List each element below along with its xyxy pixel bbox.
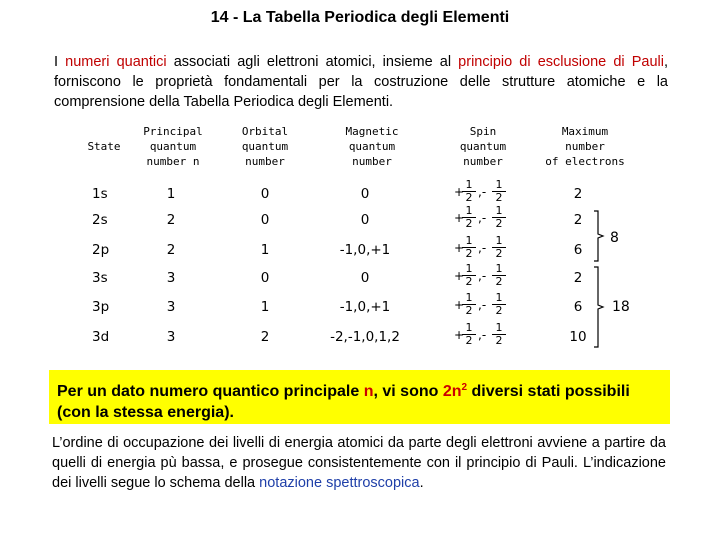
cell-max: 2 bbox=[573, 186, 583, 202]
pauli-principle-link[interactable]: principio di esclusione di Pauli bbox=[458, 54, 664, 70]
brace-shell-3 bbox=[592, 266, 614, 348]
spin-plus-half bbox=[462, 322, 476, 347]
spin-minus-half bbox=[492, 292, 506, 317]
spin-separator: ,- bbox=[478, 185, 487, 199]
spin-separator: ,- bbox=[478, 269, 487, 283]
spin-minus-half bbox=[492, 235, 506, 260]
spin-plus-sign: + bbox=[454, 298, 465, 312]
cell-m: 0 bbox=[360, 212, 370, 228]
spin-plus-sign: + bbox=[454, 241, 465, 255]
cell-max: 10 bbox=[569, 329, 587, 345]
spin-plus-half bbox=[462, 205, 476, 230]
cell-n: 1 bbox=[166, 186, 176, 202]
spin-numerator: 1 bbox=[462, 322, 476, 335]
cell-l: 1 bbox=[260, 242, 270, 258]
spin-plus-half bbox=[462, 179, 476, 204]
spin-plus-half bbox=[462, 235, 476, 260]
principal-number-callout bbox=[49, 370, 670, 424]
spin-minus-half bbox=[492, 263, 506, 288]
cell-n: 3 bbox=[166, 329, 176, 345]
spin-plus-sign: + bbox=[454, 185, 465, 199]
spin-denominator: 2 bbox=[495, 334, 503, 347]
spin-denominator: 2 bbox=[495, 304, 503, 317]
spin-plus-half bbox=[462, 292, 476, 317]
cell-state: 2p bbox=[92, 242, 110, 258]
header-spin: Spin quantum number bbox=[459, 125, 507, 168]
cell-l: 0 bbox=[260, 212, 270, 228]
spin-numerator: 1 bbox=[492, 322, 506, 335]
spin-denominator: 2 bbox=[495, 247, 503, 260]
spin-numerator: 1 bbox=[462, 263, 476, 276]
spin-denominator: 2 bbox=[465, 247, 473, 260]
header-magnetic: Magnetic quantum number bbox=[345, 125, 399, 168]
cell-state: 1s bbox=[92, 186, 108, 202]
shell-total-2: 8 bbox=[610, 230, 619, 246]
header-maximum: Maximum number of electrons bbox=[545, 125, 625, 168]
intro-text-3: , forniscono le proprietà fondamentali per la costruzione delle strutture atomiche e la comprensione della Tabella Periodica degli Elementi. bbox=[54, 54, 668, 110]
cell-n: 2 bbox=[166, 242, 176, 258]
spin-numerator: 1 bbox=[492, 292, 506, 305]
cell-state: 3d bbox=[92, 329, 110, 345]
cell-m: -1,0,+1 bbox=[339, 299, 391, 315]
spin-minus-half bbox=[492, 179, 506, 204]
callout-text-3: diversi stati possibili (con la stessa energia). bbox=[57, 383, 630, 421]
cell-max: 2 bbox=[573, 212, 583, 228]
spin-numerator: 1 bbox=[492, 263, 506, 276]
outro-text-1: L’ordine di occupazione dei livelli di energia atomici da parte degli elettroni avviene a partire da quelli di energia pù bassa, e prosegue consistentemente con il principio di Pauli. L’indicazione dei livelli segue lo schema della bbox=[52, 435, 666, 491]
spin-plus-half bbox=[462, 263, 476, 288]
spin-minus-half bbox=[492, 322, 506, 347]
callout-exponent: 2 bbox=[461, 382, 468, 393]
spin-denominator: 2 bbox=[465, 275, 473, 288]
cell-m: -1,0,+1 bbox=[339, 242, 391, 258]
cell-l: 0 bbox=[260, 186, 270, 202]
intro-text-2: associati agli elettroni atomici, insieme al bbox=[166, 54, 459, 70]
spin-separator: ,- bbox=[478, 328, 487, 342]
spin-numerator: 1 bbox=[492, 235, 506, 248]
spin-denominator: 2 bbox=[465, 334, 473, 347]
cell-state: 2s bbox=[92, 212, 108, 228]
spin-minus-half bbox=[492, 205, 506, 230]
spin-numerator: 1 bbox=[462, 235, 476, 248]
page-title: 14 - La Tabella Periodica degli Elementi bbox=[210, 9, 510, 26]
spin-numerator: 1 bbox=[492, 205, 506, 218]
spin-separator: ,- bbox=[478, 298, 487, 312]
header-state: State bbox=[87, 140, 121, 153]
spin-plus-sign: + bbox=[454, 269, 465, 283]
spin-denominator: 2 bbox=[495, 217, 503, 230]
spin-numerator: 1 bbox=[462, 205, 476, 218]
callout-n: n bbox=[363, 383, 374, 400]
cell-max: 6 bbox=[573, 299, 583, 315]
cell-l: 2 bbox=[260, 329, 270, 345]
spin-separator: ,- bbox=[478, 241, 487, 255]
cell-n: 3 bbox=[166, 299, 176, 315]
cell-n: 3 bbox=[166, 270, 176, 286]
spectroscopic-notation-link[interactable]: notazione spettroscopica bbox=[259, 475, 420, 491]
cell-m: 0 bbox=[360, 186, 370, 202]
cell-max: 2 bbox=[573, 270, 583, 286]
cell-m: -2,-1,0,1,2 bbox=[330, 329, 400, 345]
callout-text-2: , vi sono bbox=[373, 383, 443, 400]
spin-denominator: 2 bbox=[465, 304, 473, 317]
spin-plus-sign: + bbox=[454, 328, 465, 342]
callout-2n: $2n^2$ bbox=[442, 382, 468, 400]
header-orbital: Orbital quantum number bbox=[241, 125, 289, 168]
spin-denominator: 2 bbox=[495, 191, 503, 204]
spin-denominator: 2 bbox=[465, 217, 473, 230]
cell-state: 3p bbox=[92, 299, 110, 315]
outro-paragraph bbox=[52, 433, 666, 493]
spin-numerator: 1 bbox=[462, 179, 476, 192]
cell-m: 0 bbox=[360, 270, 370, 286]
spin-numerator: 1 bbox=[492, 179, 506, 192]
shell-total-3: 18 bbox=[612, 299, 630, 315]
cell-l: 1 bbox=[260, 299, 270, 315]
header-principal: Principal quantum number n bbox=[143, 125, 203, 168]
quantum-numbers-link[interactable]: numeri quantici bbox=[65, 54, 167, 70]
cell-state: 3s bbox=[92, 270, 108, 286]
callout-text-1: Per un dato numero quantico principale bbox=[57, 383, 364, 400]
spin-denominator: 2 bbox=[495, 275, 503, 288]
spin-numerator: 1 bbox=[462, 292, 476, 305]
cell-n: 2 bbox=[166, 212, 176, 228]
outro-text-2: . bbox=[419, 475, 424, 491]
intro-text-1: I bbox=[54, 54, 66, 70]
spin-separator: ,- bbox=[478, 211, 487, 225]
cell-max: 6 bbox=[573, 242, 583, 258]
spin-denominator: 2 bbox=[465, 191, 473, 204]
cell-l: 0 bbox=[260, 270, 270, 286]
spin-plus-sign: + bbox=[454, 211, 465, 225]
